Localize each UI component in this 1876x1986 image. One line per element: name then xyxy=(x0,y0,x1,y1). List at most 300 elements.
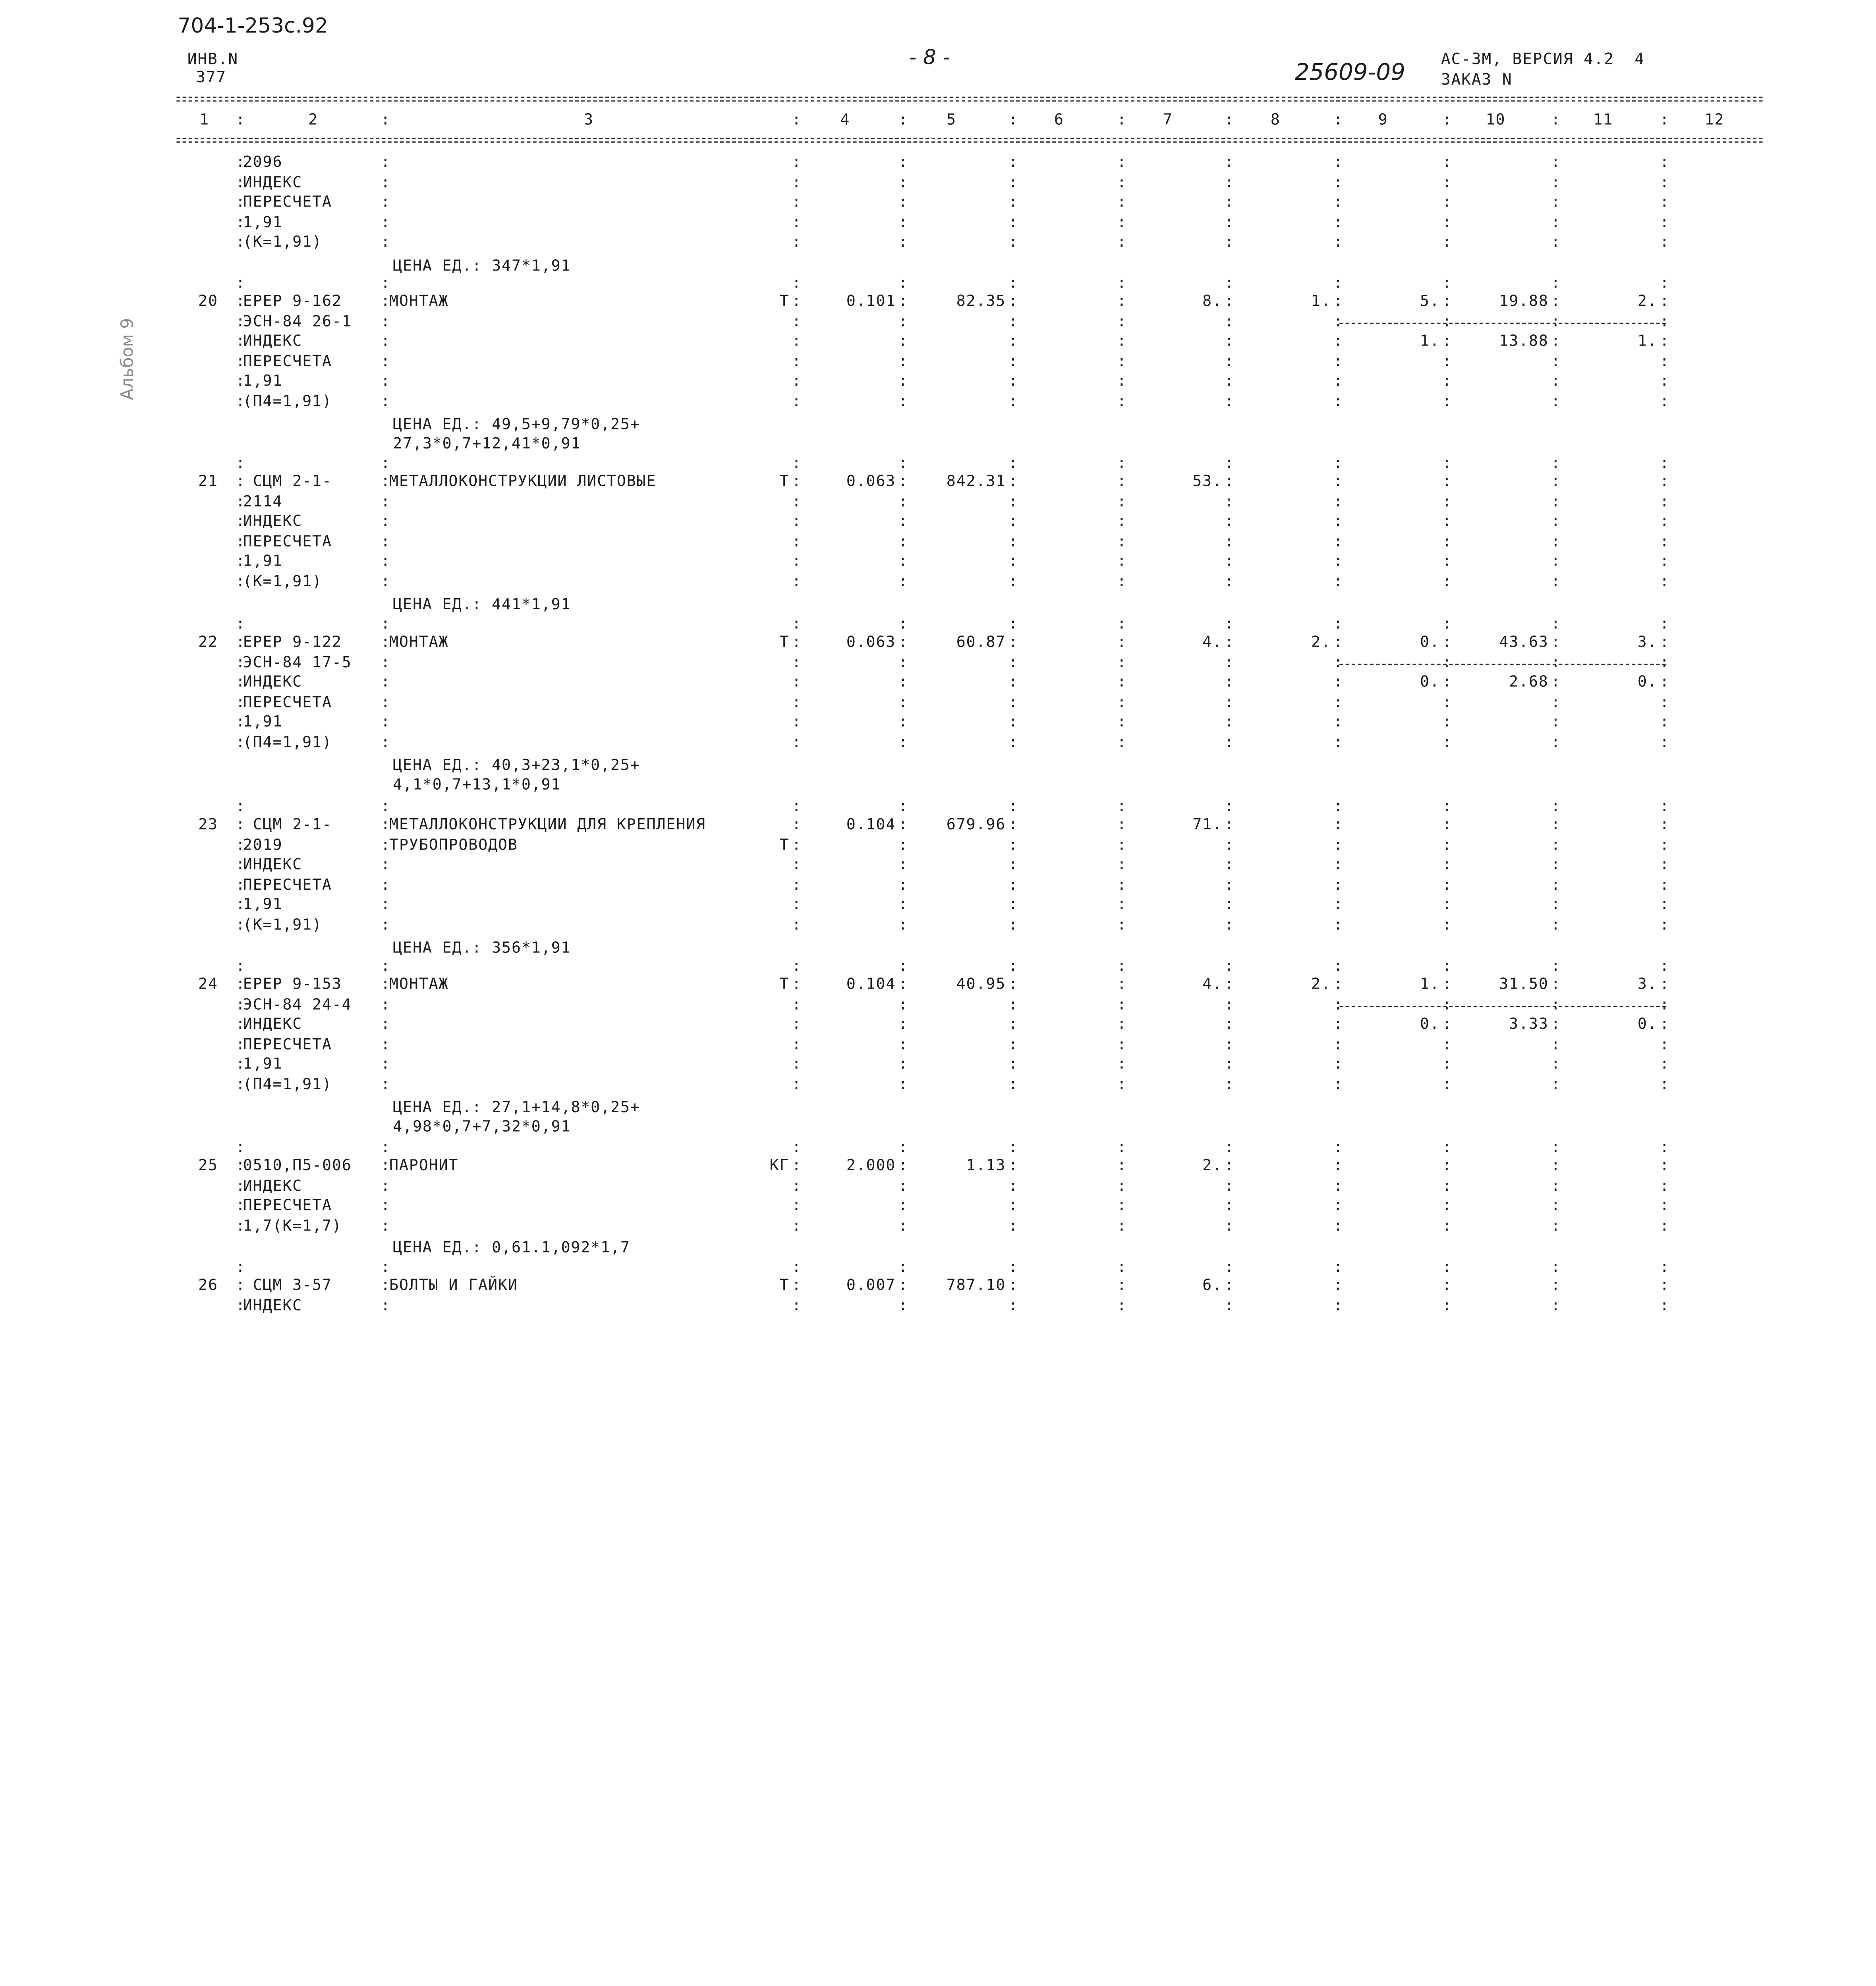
column-separator: : xyxy=(1008,152,1018,171)
column-separator: : xyxy=(236,454,245,472)
column-separator: : xyxy=(898,352,908,370)
column-separator: : xyxy=(236,1155,245,1174)
unit-of-measure: Т xyxy=(779,835,790,853)
code-line: ИНДЕКС xyxy=(243,331,303,350)
col8-value: 2. xyxy=(1311,632,1331,651)
column-separator: : xyxy=(1551,1074,1560,1093)
column-separator: : xyxy=(1442,672,1452,691)
column-separator: : xyxy=(1008,1216,1018,1234)
column-separator: : xyxy=(236,213,245,231)
column-separator: : xyxy=(1551,531,1560,550)
code-line: (К=1,91) xyxy=(243,915,322,933)
column-separator: : xyxy=(1442,1258,1452,1276)
unit-price-formula: ЦЕНА ЕД.: 40,3+23,1*0,25+ xyxy=(393,755,640,773)
column-separator: : xyxy=(381,1196,390,1214)
column-separator: : xyxy=(236,712,245,731)
column-separator: : xyxy=(381,1176,390,1194)
column-separator: : xyxy=(1117,531,1126,550)
column-separator: : xyxy=(1117,1216,1126,1234)
column-separator: : xyxy=(236,1275,245,1294)
column-separator: : xyxy=(381,797,390,815)
column-header-6: 6 xyxy=(1054,110,1064,128)
column-separator: : xyxy=(1225,895,1234,914)
code-line: 2114 xyxy=(243,491,283,510)
column-separator: : xyxy=(1333,1014,1343,1033)
page-number: - 8 - xyxy=(909,46,950,70)
column-separator: : xyxy=(898,875,908,893)
column-separator: : xyxy=(1442,1216,1452,1234)
unit-of-measure: КГ xyxy=(769,1155,790,1174)
column-separator: : xyxy=(1442,531,1452,550)
column-separator: : xyxy=(236,632,245,651)
column-separator: : xyxy=(1225,572,1234,590)
column-separator: : xyxy=(1442,974,1452,993)
column-separator: : xyxy=(1551,1216,1560,1234)
col10-sub-value: 13.88 xyxy=(1499,331,1549,350)
column-separator: : xyxy=(1333,1258,1343,1276)
column-separator: : xyxy=(792,213,801,231)
column-separator: : xyxy=(1333,172,1343,191)
column-separator: : xyxy=(1333,1034,1343,1053)
column-separator: : xyxy=(236,491,245,510)
column-header-5: 5 xyxy=(947,110,956,128)
column-separator: : xyxy=(1551,511,1560,530)
col9-value: 0. xyxy=(1420,632,1440,651)
column-separator: : xyxy=(236,352,245,370)
column-separator: : xyxy=(1660,1055,1669,1073)
column-separator: : xyxy=(792,994,801,1013)
column-separator: : xyxy=(1333,712,1343,731)
column-separator: : xyxy=(1225,172,1234,191)
column-separator: : xyxy=(381,392,390,410)
column-separator: : xyxy=(1551,692,1560,711)
column-separator: : xyxy=(236,614,245,633)
column-separator: : xyxy=(1660,213,1669,231)
column-separator: : xyxy=(898,815,908,833)
column-separator: : xyxy=(1008,311,1018,330)
column-separator: : xyxy=(898,491,908,510)
column-separator: : xyxy=(1333,652,1343,670)
column-separator: : xyxy=(792,895,801,914)
column-separator: : xyxy=(381,152,390,171)
column-separator: : xyxy=(1117,392,1126,410)
column-separator: : xyxy=(1117,835,1126,853)
subtotal-divider xyxy=(1339,322,1666,323)
column-separator: : xyxy=(1225,732,1234,751)
column-separator: : xyxy=(1117,712,1126,731)
column-separator: : xyxy=(1225,652,1234,670)
column-separator: : xyxy=(1117,974,1126,993)
column-header-2: 2 xyxy=(308,110,319,128)
col10-value: 31.50 xyxy=(1499,974,1549,993)
column-separator: : xyxy=(1117,552,1126,570)
column-separator: : xyxy=(1660,895,1669,914)
column-separator: : xyxy=(1333,274,1343,292)
column-separator: : xyxy=(1117,855,1126,873)
column-separator: : xyxy=(1008,1258,1018,1276)
column-separator: : xyxy=(1008,732,1018,751)
column-header-3: 3 xyxy=(584,110,594,128)
column-separator: : xyxy=(1008,994,1018,1013)
column-separator: : xyxy=(236,311,245,330)
column-separator: : xyxy=(1117,331,1126,350)
column-separator: : xyxy=(1442,552,1452,570)
column-separator: : xyxy=(236,152,245,171)
column-header-11: 11 xyxy=(1593,110,1613,128)
code-line: ИНДЕКС xyxy=(243,672,303,691)
column-separator: : xyxy=(1008,531,1018,550)
code-line: ИНДЕКС xyxy=(243,1176,303,1194)
code-line: ПЕРЕСЧЕТА xyxy=(243,1034,332,1053)
column-separator: : xyxy=(1333,956,1343,975)
work-name: МОНТАЖ xyxy=(389,291,449,310)
column-separator: : xyxy=(236,274,245,292)
column-separator: : xyxy=(1008,692,1018,711)
inventory-number: 377 xyxy=(196,69,226,87)
column-separator: : xyxy=(792,511,801,530)
column-separator: : xyxy=(1225,1258,1234,1276)
column-separator: : xyxy=(898,110,908,128)
column-separator: : xyxy=(381,956,390,975)
column-separator: : xyxy=(1442,956,1452,975)
column-separator: : xyxy=(236,552,245,570)
column-separator: : xyxy=(792,192,801,211)
column-separator: : xyxy=(381,1014,390,1033)
code-line: (П4=1,91) xyxy=(243,392,332,410)
column-separator: : xyxy=(898,1275,908,1294)
inventory-label: ИНВ.N xyxy=(187,50,238,69)
column-separator: : xyxy=(1225,994,1234,1013)
column-separator: : xyxy=(1660,531,1669,550)
column-separator: : xyxy=(792,712,801,731)
code-line: ЭСН-84 26-1 xyxy=(243,311,352,330)
column-separator: : xyxy=(1008,915,1018,933)
column-separator: : xyxy=(1551,672,1560,691)
column-separator: : xyxy=(1333,1138,1343,1156)
column-separator: : xyxy=(898,732,908,751)
column-separator: : xyxy=(1333,835,1343,853)
column-separator: : xyxy=(236,1295,245,1314)
row-number: 23 xyxy=(198,815,218,833)
column-separator: : xyxy=(792,915,801,933)
column-separator: : xyxy=(1333,371,1343,390)
column-separator: : xyxy=(1660,692,1669,711)
column-separator: : xyxy=(1551,232,1560,251)
code-line: ПЕРЕСЧЕТА xyxy=(243,352,332,370)
column-separator: : xyxy=(1442,1138,1452,1156)
row-number: 24 xyxy=(198,974,218,993)
column-separator: : xyxy=(1008,614,1018,633)
column-separator: : xyxy=(1333,1196,1343,1214)
unit-cost-value: 60.87 xyxy=(956,632,1006,651)
column-separator: : xyxy=(792,652,801,670)
column-separator: : xyxy=(1551,392,1560,410)
column-separator: : xyxy=(792,471,801,490)
column-separator: : xyxy=(898,994,908,1013)
column-separator: : xyxy=(236,1034,245,1053)
unit-cost-value: 82.35 xyxy=(956,291,1006,310)
column-separator: : xyxy=(1551,1258,1560,1276)
column-separator: : xyxy=(1551,974,1560,993)
column-separator: : xyxy=(1333,491,1343,510)
column-separator: : xyxy=(236,652,245,670)
col7-value: 6. xyxy=(1202,1275,1222,1294)
col9-sub-value: 0. xyxy=(1420,1014,1440,1033)
column-separator: : xyxy=(381,511,390,530)
column-separator: : xyxy=(236,471,245,490)
code-line: ИНДЕКС xyxy=(243,1295,303,1314)
column-separator: : xyxy=(1660,815,1669,833)
column-separator: : xyxy=(1225,672,1234,691)
row-number: 26 xyxy=(198,1275,218,1294)
column-separator: : xyxy=(1660,152,1669,171)
column-separator: : xyxy=(1333,855,1343,873)
column-separator: : xyxy=(898,1176,908,1194)
column-separator: : xyxy=(1660,172,1669,191)
code-line: 0510,П5-006 xyxy=(243,1155,352,1174)
code-line: 2019 xyxy=(243,835,283,853)
column-separator: : xyxy=(1008,1074,1018,1093)
column-separator: : xyxy=(792,572,801,590)
column-separator: : xyxy=(1442,352,1452,370)
column-separator: : xyxy=(236,875,245,893)
code-line: 1,7(К=1,7) xyxy=(243,1216,342,1234)
col11-value: 3. xyxy=(1637,974,1658,993)
column-separator: : xyxy=(1008,1275,1018,1294)
row-number: 21 xyxy=(198,471,218,490)
column-separator: : xyxy=(1117,1196,1126,1214)
column-separator: : xyxy=(792,552,801,570)
column-separator: : xyxy=(1333,1155,1343,1174)
column-separator: : xyxy=(1660,572,1669,590)
column-separator: : xyxy=(1333,511,1343,530)
col7-value: 8. xyxy=(1202,291,1222,310)
column-separator: : xyxy=(1333,152,1343,171)
column-separator: : xyxy=(1008,1138,1018,1156)
column-separator: : xyxy=(1551,454,1560,472)
unit-of-measure: Т xyxy=(779,974,790,993)
column-separator: : xyxy=(236,572,245,590)
column-separator: : xyxy=(1117,232,1126,251)
column-separator: : xyxy=(1225,712,1234,731)
code-line: 1,91 xyxy=(243,213,283,231)
column-separator: : xyxy=(1442,1155,1452,1174)
column-separator: : xyxy=(381,531,390,550)
unit-cost-value: 40.95 xyxy=(956,974,1006,993)
column-separator: : xyxy=(1225,213,1234,231)
quantity-value: 0.007 xyxy=(846,1275,896,1294)
column-separator: : xyxy=(1442,274,1452,292)
col11-sub-value: 1. xyxy=(1637,331,1658,350)
column-separator: : xyxy=(381,1295,390,1314)
column-separator: : xyxy=(236,692,245,711)
column-separator: : xyxy=(1225,392,1234,410)
column-separator: : xyxy=(1442,1014,1452,1033)
column-separator: : xyxy=(236,732,245,751)
column-separator: : xyxy=(1333,915,1343,933)
column-separator: : xyxy=(1442,491,1452,510)
column-separator: : xyxy=(1442,1275,1452,1294)
column-separator: : xyxy=(381,352,390,370)
column-separator: : xyxy=(236,511,245,530)
column-separator: : xyxy=(1551,213,1560,231)
column-separator: : xyxy=(236,797,245,815)
column-separator: : xyxy=(1551,614,1560,633)
column-separator: : xyxy=(1551,1176,1560,1194)
quantity-value: 0.063 xyxy=(846,632,896,651)
col11-value: 2. xyxy=(1637,291,1658,310)
column-separator: : xyxy=(898,531,908,550)
column-separator: : xyxy=(236,974,245,993)
column-separator: : xyxy=(1225,797,1234,815)
column-separator: : xyxy=(1008,552,1018,570)
code-line: СЦМ 2-1- xyxy=(243,471,332,490)
column-separator: : xyxy=(792,632,801,651)
column-separator: : xyxy=(1333,797,1343,815)
column-separator: : xyxy=(381,1138,390,1156)
column-separator: : xyxy=(1008,835,1018,853)
column-separator: : xyxy=(381,692,390,711)
column-separator: : xyxy=(1225,232,1234,251)
col10-value: 19.88 xyxy=(1499,291,1549,310)
code-line: 2096 xyxy=(243,152,283,171)
column-separator: : xyxy=(1442,192,1452,211)
col7-value: 71. xyxy=(1192,815,1222,833)
column-separator: : xyxy=(1660,672,1669,691)
column-separator: : xyxy=(381,274,390,292)
column-separator: : xyxy=(1442,712,1452,731)
column-separator: : xyxy=(1442,835,1452,853)
column-separator: : xyxy=(381,491,390,510)
code-line: ИНДЕКС xyxy=(243,172,303,191)
work-name: МЕТАЛЛОКОНСТРУКЦИИ ДЛЯ КРЕПЛЕНИЯ xyxy=(389,815,706,833)
code-line: ПЕРЕСЧЕТА xyxy=(243,692,332,711)
column-separator: : xyxy=(1117,1138,1126,1156)
column-separator: : xyxy=(236,371,245,390)
column-separator: : xyxy=(898,172,908,191)
column-separator: : xyxy=(1660,652,1669,670)
column-separator: : xyxy=(1117,192,1126,211)
order-code: 25609-09 xyxy=(1294,59,1406,86)
column-separator: : xyxy=(381,1216,390,1234)
column-separator: : xyxy=(381,331,390,350)
column-separator: : xyxy=(1225,614,1234,633)
code-line: (К=1,91) xyxy=(243,572,322,590)
column-separator: : xyxy=(381,915,390,933)
unit-of-measure: Т xyxy=(779,632,790,651)
quantity-value: 0.101 xyxy=(846,291,896,310)
column-separator: : xyxy=(381,371,390,390)
column-separator: : xyxy=(1660,392,1669,410)
column-separator: : xyxy=(1225,291,1234,310)
column-separator: : xyxy=(1008,331,1018,350)
column-separator: : xyxy=(898,192,908,211)
column-separator: : xyxy=(1551,172,1560,191)
column-separator: : xyxy=(898,1258,908,1276)
unit-cost-value: 1.13 xyxy=(966,1155,1006,1174)
column-separator: : xyxy=(1551,815,1560,833)
column-separator: : xyxy=(1442,572,1452,590)
column-separator: : xyxy=(1225,552,1234,570)
column-separator: : xyxy=(1225,331,1234,350)
column-separator: : xyxy=(1551,1138,1560,1156)
column-separator: : xyxy=(1660,875,1669,893)
column-separator: : xyxy=(236,1216,245,1234)
column-separator: : xyxy=(1117,172,1126,191)
column-separator: : xyxy=(1008,815,1018,833)
column-separator: : xyxy=(792,1216,801,1234)
column-separator: : xyxy=(381,172,390,191)
column-separator: : xyxy=(381,732,390,751)
column-separator: : xyxy=(1117,797,1126,815)
column-separator: : xyxy=(1117,692,1126,711)
column-separator: : xyxy=(236,835,245,853)
column-separator: : xyxy=(1008,632,1018,651)
column-separator: : xyxy=(792,614,801,633)
column-separator: : xyxy=(1551,875,1560,893)
column-separator: : xyxy=(1225,855,1234,873)
column-separator: : xyxy=(1117,875,1126,893)
column-separator: : xyxy=(1333,895,1343,914)
column-separator: : xyxy=(1551,632,1560,651)
column-separator: : xyxy=(1660,632,1669,651)
column-separator: : xyxy=(1442,311,1452,330)
column-separator: : xyxy=(236,1138,245,1156)
column-separator: : xyxy=(1442,1055,1452,1073)
subtotal-divider xyxy=(1339,663,1666,665)
column-separator: : xyxy=(1660,274,1669,292)
column-header-4: 4 xyxy=(840,110,850,128)
column-separator: : xyxy=(898,572,908,590)
column-separator: : xyxy=(792,392,801,410)
column-separator: : xyxy=(236,1074,245,1093)
column-separator: : xyxy=(1333,471,1343,490)
column-separator: : xyxy=(792,172,801,191)
column-separator: : xyxy=(1551,652,1560,670)
column-separator: : xyxy=(792,352,801,370)
column-separator: : xyxy=(1225,1176,1234,1194)
header-rule-top-2 xyxy=(176,100,1762,102)
column-separator: : xyxy=(381,291,390,310)
column-separator: : xyxy=(1660,291,1669,310)
column-separator: : xyxy=(381,1074,390,1093)
column-separator: : xyxy=(898,956,908,975)
column-separator: : xyxy=(1333,1216,1343,1234)
column-separator: : xyxy=(236,192,245,211)
col9-sub-value: 1. xyxy=(1420,331,1440,350)
column-separator: : xyxy=(1660,232,1669,251)
column-separator: : xyxy=(1442,1074,1452,1093)
column-separator: : xyxy=(1225,1014,1234,1033)
column-separator: : xyxy=(1333,213,1343,231)
column-separator: : xyxy=(898,915,908,933)
column-separator: : xyxy=(1551,1034,1560,1053)
code-line: ПЕРЕСЧЕТА xyxy=(243,875,332,893)
column-separator: : xyxy=(381,192,390,211)
column-separator: : xyxy=(1660,371,1669,390)
column-separator: : xyxy=(1442,1176,1452,1194)
column-separator: : xyxy=(381,672,390,691)
column-separator: : xyxy=(792,815,801,833)
column-separator: : xyxy=(1551,732,1560,751)
column-separator: : xyxy=(236,392,245,410)
column-separator: : xyxy=(898,1155,908,1174)
column-separator: : xyxy=(1551,835,1560,853)
column-separator: : xyxy=(1442,915,1452,933)
column-separator: : xyxy=(1225,274,1234,292)
column-separator: : xyxy=(381,110,390,128)
code-line: ПЕРЕСЧЕТА xyxy=(243,1196,332,1214)
